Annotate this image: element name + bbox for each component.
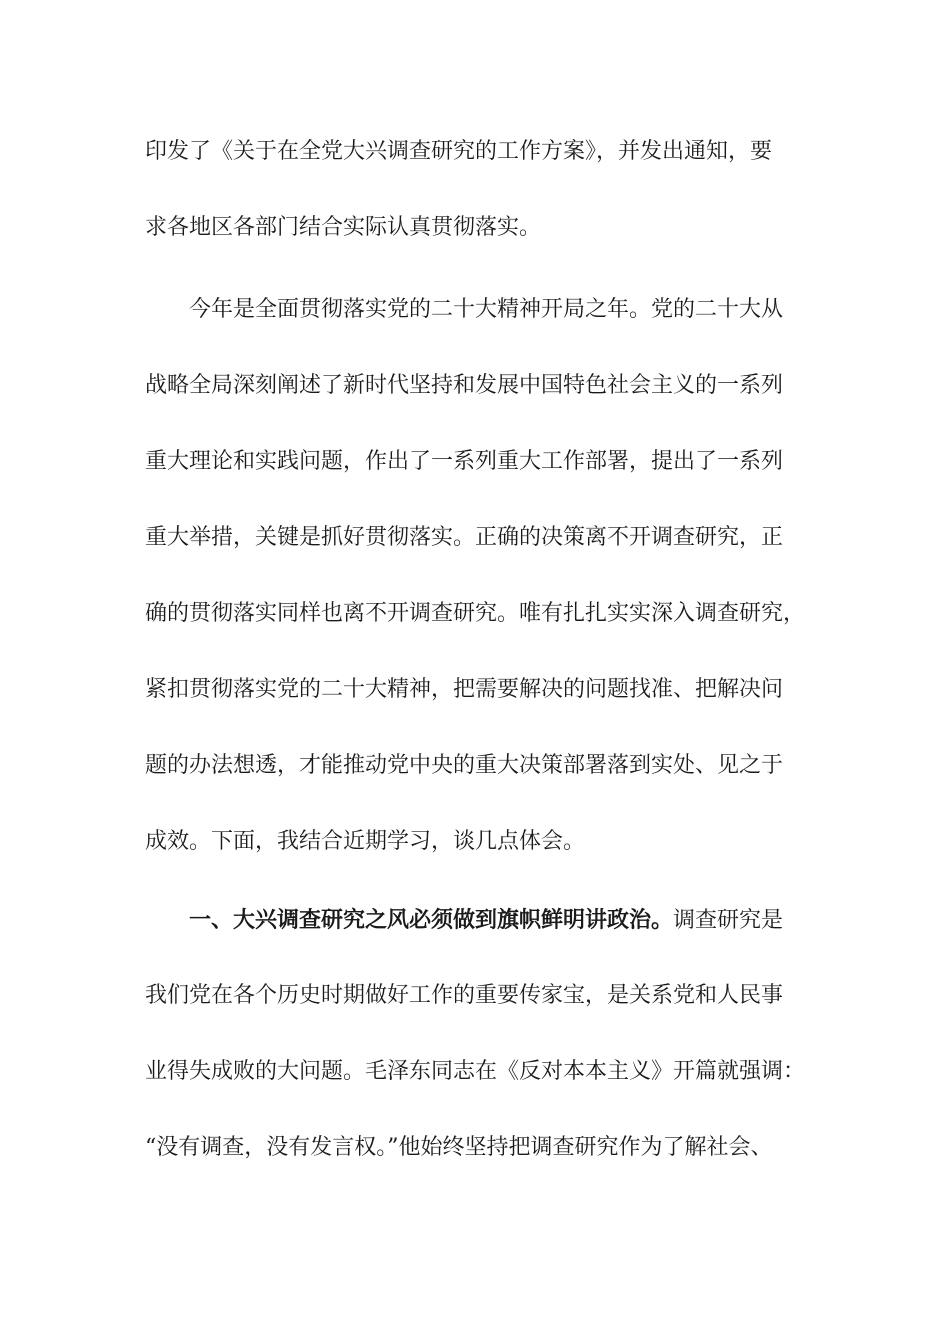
section-heading: 一、大兴调查研究之风必须做到旗帜鲜明讲政治。	[189, 907, 674, 933]
paragraph-2-line-1: 今年是全面贯彻落实党的二十大精神开局之年。党的二十大从	[189, 297, 784, 322]
paragraph-2-line-8: 成效。下面，我结合近期学习，谈几点体会。	[145, 829, 586, 854]
paragraph-2-line-6: 紧扣贯彻落实党的二十大精神，把需要解决的问题找准、把解决问	[145, 677, 784, 702]
paragraph-2-line-3: 重大理论和实践问题，作出了一系列重大工作部署，提出了一系列	[145, 449, 784, 474]
paragraph-2-line-2: 战略全局深刻阐述了新时代坚持和发展中国特色社会主义的一系列	[145, 373, 784, 398]
paragraph-2-line-5: 确的贯彻落实同样也离不开调查研究。唯有扎扎实实深入调查研究，	[145, 601, 806, 626]
paragraph-3-line-1-rest: 调查研究是	[673, 908, 784, 933]
paragraph-2-line-4: 重大举措，关键是抓好贯彻落实。正确的决策离不开调查研究，正	[145, 525, 784, 550]
paragraph-1-line-1: 印发了《关于在全党大兴调查研究的工作方案》，并发出通知，要	[145, 139, 773, 164]
paragraph-3-line-3: 业得失成败的大问题。毛泽东同志在《反对本本主义》开篇就强调：	[145, 1059, 806, 1084]
paragraph-1-line-2: 求各地区各部门结合实际认真贯彻落实。	[145, 215, 542, 240]
paragraph-2-line-7: 题的办法想透，才能推动党中央的重大决策部署落到实处、见之于	[145, 753, 784, 778]
paragraph-3-line-2: 我们党在各个历史时期做好工作的重要传家宝，是关系党和人民事	[145, 983, 784, 1008]
paragraph-3-line-1	[145, 905, 783, 935]
paragraph-3-line-4: “没有调查，没有发言权。”他始终坚持把调查研究作为了解社会、	[145, 1135, 773, 1160]
